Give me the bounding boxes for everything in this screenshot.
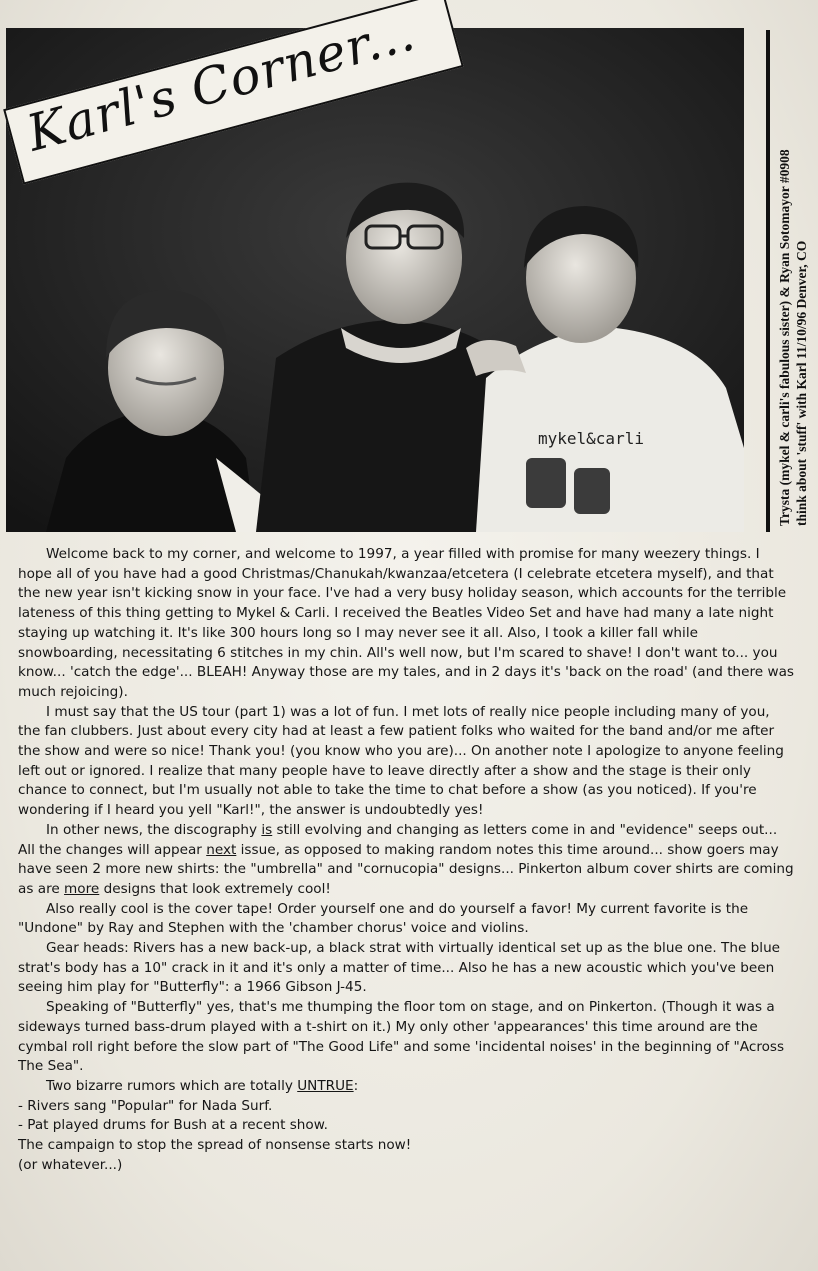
disco-text-next: next bbox=[206, 841, 237, 858]
paragraph-discography bbox=[18, 821, 794, 900]
article-body bbox=[18, 545, 794, 1176]
banner-title: Karl's Corner... bbox=[21, 3, 422, 163]
paragraph-cover-tape: Also really cool is the cover tape! Order yourself one and do yourself a favor! My current favorite is the "Undone" by Ray and Stephen with the 'chamber chorus' voice and violins. bbox=[18, 900, 749, 937]
disco-text-is: is bbox=[261, 821, 273, 838]
paragraph-tour: I must say that the US tour (part 1) was a lot of fun. I met lots of really nice people including many of you, the fan clubbers. Just about every city had at least a few patient folks who waited for the band and/or me after the show and were so nice! Thank you! (you know who you are)... On another note I apologize to anyone feeling left out or ignored. I realize that many people have to leave directly after a show and the stage is their only chance to connect, but I'm usually not able to take the time to chat before a show (as you noticed). If you're wondering if I heard you yell "Karl!", the answer is undoubtedly yes! bbox=[18, 703, 784, 819]
caption-text-block bbox=[776, 36, 810, 526]
photo-caption bbox=[748, 30, 809, 532]
rumor-1: - Rivers sang "Popular" for Nada Surf. bbox=[18, 1097, 273, 1114]
disco-text-more: more bbox=[64, 880, 100, 897]
disco-text-b: still evolving and changing as letters come in and "evidence" seeps out... All the changes will appear bbox=[18, 821, 778, 858]
caption-line-2: think about 'stuff' with Karl 11/10/96 Denver, CO bbox=[794, 240, 809, 526]
paragraph-rumors bbox=[18, 1077, 794, 1097]
shirt-text: mykel&carli bbox=[538, 429, 644, 448]
disco-text-c: issue, as opposed to making random notes this time around... show goers may have seen 2 more new shirts: the "umbrella" and "cornucopia" designs... Pinkerton album cover shirts are coming as are bbox=[18, 841, 794, 897]
rumors-untrue: UNTRUE bbox=[297, 1077, 354, 1094]
disco-text-a: In other news, the discography bbox=[46, 821, 262, 838]
caption-line-1: Trysta (mykel & carli's fabulous sister) & Ryan Sotomayor #0908 bbox=[777, 149, 792, 526]
caption-rule bbox=[766, 30, 770, 532]
rumors-text-b: : bbox=[353, 1077, 359, 1094]
disco-text-d: designs that look extremely cool! bbox=[99, 880, 331, 897]
paragraph-gear: Gear heads: Rivers has a new back-up, a black strat with virtually identical set up as the blue one. The blue strat's body has a 10" crack in it and it's only a matter of time... Also he has a new acoustic which you've been seeing him play for "Butterfly": a 1966 Gibson J-45. bbox=[18, 940, 781, 996]
paragraph-welcome: Welcome back to my corner, and welcome to 1997, a year filled with promise for many weezery things. I hope all of you have had a good Christmas/Chanukah/kwanzaa/etcetera (I celebrate etcetera myself), and that the new year isn't kicking snow in your face. I've had a very busy holiday season, which accounts for the terrible lateness of this thing getting to Mykel & Carli. I received the Beatles Video Set and have had many a late night staying up watching it. It's like 300 hours long so I may never see it all. Also, I took a killer fall while snowboarding, necessitating 6 stitches in my chin. All's well now, but I'm scared to shave! I don't want to... you know... 'catch the edge'... BLEAH! Anyway those are my tales, and in 2 days it's 'back on the road' (and there was much rejoicing). bbox=[18, 546, 795, 700]
rumors-text-a: Two bizarre rumors which are totally bbox=[46, 1077, 298, 1094]
rumor-2: - Pat played drums for Bush at a recent show. bbox=[18, 1117, 328, 1134]
closing-line-2: (or whatever...) bbox=[18, 1156, 123, 1173]
paragraph-butterfly: Speaking of "Butterfly" yes, that's me thumping the floor tom on stage, and on Pinkerton. (Though it was a sideways turned bass-drum played with a t-shirt on it.) My only other 'appearances' this time around are the cymbal roll right before the slow part of "The Good Life" and some 'incidental noises' in the beginning of "Across The Sea". bbox=[18, 999, 785, 1075]
closing-line-1: The campaign to stop the spread of nonsense starts now! bbox=[18, 1137, 412, 1154]
